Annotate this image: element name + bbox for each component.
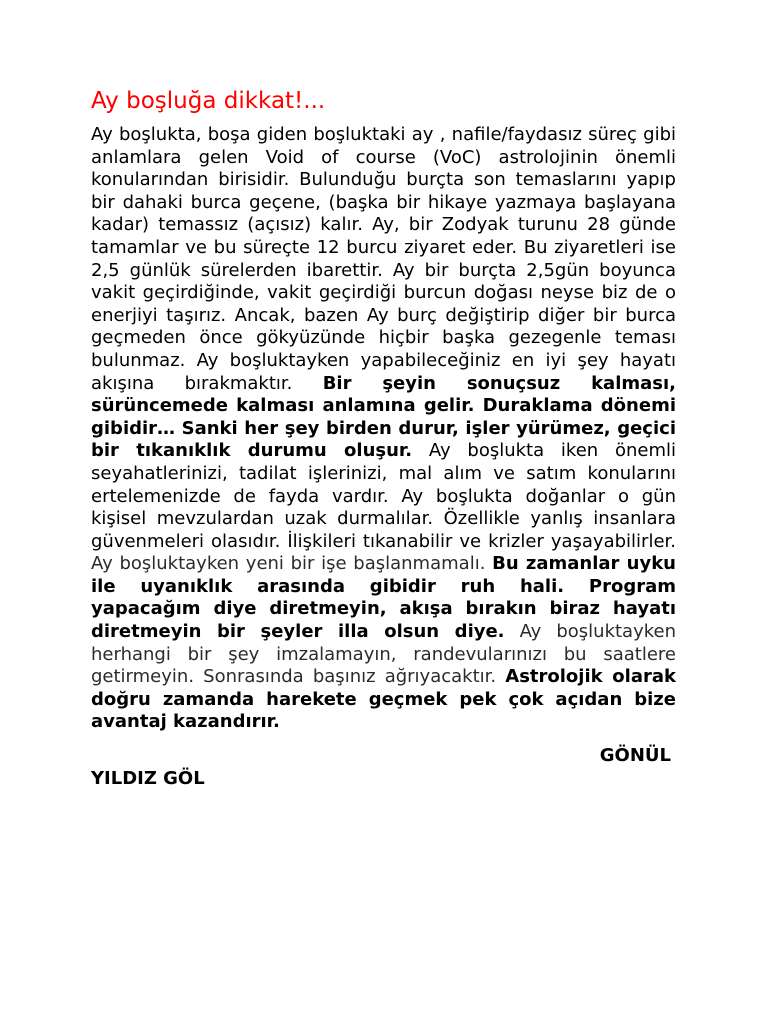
- body-segment: Ay boşluktayken herhangi bir şey imzalamayın, randevularınızı bu saatlere getirmeyin. Sonrasında başınız ağrıyacaktır.: [91, 621, 676, 688]
- article-title: Ay boşluğa dikkat!...: [91, 88, 326, 114]
- body-segment-bold: Bu zamanlar uyku ile uyanıklık arasında gibidir ruh hali. Program yapacağım diye diretmeyin, akışa bırakın biraz hayatı diretmeyin bir şeyler illa olsun diye.: [91, 553, 676, 643]
- body-segment: Ay boşluktayken yeni bir işe başlanmamalı.: [91, 553, 493, 575]
- body-segment-bold: Astrolojik olarak doğru zamanda harekete geçmek pek çok açıdan bize avantaj kazandırır.: [91, 666, 676, 733]
- article-body: [91, 124, 676, 734]
- document-page: [91, 86, 676, 790]
- signature-first-name: GÖNÜL: [599, 745, 671, 767]
- body-segment-bold: Bir şeyin sonuçsuz kalması, sürüncemede kalması anlamına gelir. Duraklama dönemi gibidir… Sanki her şey birden durur, işler yürümez, geçici bir tıkanıklık durumu oluşur.: [91, 372, 676, 462]
- body-segment: Ay boşlukta iken önemli seyahatlerinizi, tadilat işlerinizi, mal alım ve satım konularını ertelemenizde de fayda vardır. Ay boşlukta doğanlar o gün kişisel mevzulardan uzak durmalılar. Özellikle yanlış insanlara güvenmeleri olasıdır. İlişkileri tıkanabilir ve krizler yaşayabilirler.: [91, 440, 676, 552]
- signature-surname: YILDIZ GÖL: [91, 767, 205, 789]
- body-segment: Ay boşlukta, boşa giden boşluktaki ay , nafile/faydasız süreç gibi anlamlara gelen Void of course (VoC) astrolojinin önemli konularından birisidir. Bulunduğu burçta son temaslarını yapıp bir dahaki burca geçene, (başka bir hikaye yazmaya başlayana kadar) temassız (açısız) kalır. Ay, bir Zodyak turunu 28 günde tamamlar ve bu süreçte 12 burcu ziyaret eder. Bu ziyaretleri ise 2,5 günlük sürelerden ibarettir. Ay bir burçta 2,5gün boyunca vakit geçirdiğinde, vakit geçirdiği burcun doğası neyse biz de o enerjiyi taşırız. Ancak, bazen Ay burç değiştirip diğer bir burca geçmeden önce gökyüzünde hiçbir başka gezegenle teması bulunmaz. Ay boşluktayken yapabileceğiniz en iyi şey hayatı akışına bırakmaktır.: [91, 124, 676, 394]
